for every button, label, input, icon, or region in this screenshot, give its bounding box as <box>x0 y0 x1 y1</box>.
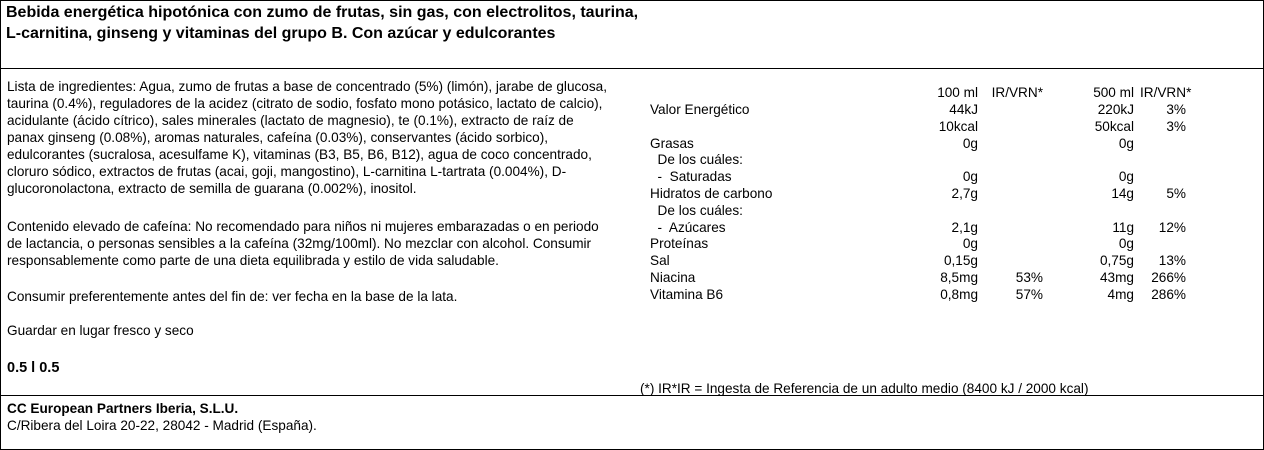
row-value-500ml: 0g <box>1118 136 1134 151</box>
row-value-500ml: 43mg <box>1099 270 1134 285</box>
row-label: - Azúcares <box>650 220 726 235</box>
row-label: Hidratos de carbono <box>650 186 773 201</box>
row-value-500ml: 0g <box>1118 169 1134 184</box>
row-label: Vitamina B6 <box>650 287 724 302</box>
caffeine-warning: Contenido elevado de cafeína: No recomendado para niños ni mujeres embarazadas o en periodo de lactancia, o personas sensibles a la cafeína (32mg/100ml). No mezclar con alcohol. Consumir responsablemente como parte de una dieta equilibrada y estilo de vida saludable. <box>7 219 599 268</box>
row-value-500ml: 4mg <box>1107 287 1134 302</box>
row-value-100ml: 2,1g <box>951 220 978 235</box>
row-value-100ml: 0,15g <box>943 253 978 268</box>
row-value-100ml: 10kcal <box>938 119 978 134</box>
row-ir-500ml: 5% <box>1166 186 1186 201</box>
row-value-100ml: 0g <box>962 136 978 151</box>
product-title: Bebida energética hipotónica con zumo de frutas, sin gas, con electrolitos, taurina, L-carnitina, ginseng y vitaminas del grupo B. Con azúcar y edulcorantes <box>6 4 639 42</box>
best-before-text: Consumir preferentemente antes del fin de: ver fecha en la base de la lata. <box>7 289 458 304</box>
volume-text: 0.5 l 0.5 <box>7 360 60 376</box>
storage-text: Guardar en lugar fresco y seco <box>7 323 194 338</box>
row-value-500ml: 0,75g <box>1099 253 1134 268</box>
row-value-500ml: 0g <box>1118 236 1134 251</box>
header-ir-100ml: IR/VRN* <box>991 85 1043 100</box>
row-value-500ml: 220kJ <box>1097 102 1134 117</box>
row-label: - Saturadas <box>650 169 732 184</box>
row-ir-500ml: 12% <box>1158 220 1186 235</box>
row-ir-500ml: 266% <box>1151 270 1186 285</box>
row-ir-500ml: 3% <box>1166 102 1186 117</box>
row-ir-100ml: 57% <box>1015 287 1043 302</box>
row-ir-500ml: 3% <box>1166 119 1186 134</box>
row-label: De los cuáles: <box>650 203 743 218</box>
row-label: Niacina <box>650 270 696 285</box>
company-name: CC European Partners Iberia, S.L.U. <box>7 401 239 416</box>
row-value-100ml: 0,8mg <box>940 287 978 302</box>
company-address: C/Ribera del Loira 20-22, 28042 - Madrid (España). <box>7 418 317 433</box>
header-ir-500ml: IR/VRN* <box>1140 85 1192 100</box>
reference-footnote: (*) IR*IR = Ingesta de Referencia de un adulto medio (8400 kJ / 2000 kcal) <box>640 381 1089 396</box>
header-100ml: 100 ml <box>937 85 978 100</box>
row-label: Proteínas <box>650 236 709 251</box>
row-label: De los cuáles: <box>650 152 743 167</box>
row-label: Valor Energético <box>650 102 750 117</box>
row-value-100ml: 0g <box>962 236 978 251</box>
ingredients-list: Lista de ingredientes: Agua, zumo de frutas a base de concentrado (5%) (limón), jarabe de glucosa, taurina (0.4%), reguladores de la acidez (citrato de sodio, fosfato mono potásico, lactato de calcio), acidulante (ácido cítrico), sales minerales (lactato de magnesio), te (0.1%), extracto de raíz de panax ginseng (0.08%), aromas naturales, cafeína (0.03%), conservantes (ácido sorbico), edulcorantes (sucralosa, acesulfame K), vitaminas (B3, B5, B6, B12), agua de coco concentrado, cloruro sódico, extractos de frutas (acai, goji, mangostino), L-carnitina L-tartrata (0.004%), D-glucoronolactona, extracto de semilla de guarana (0.002%), inositol. <box>7 79 607 196</box>
row-value-500ml: 14g <box>1111 186 1134 201</box>
header-500ml: 500 ml <box>1093 85 1134 100</box>
row-label: Grasas <box>650 136 694 151</box>
title-divider <box>0 68 1264 69</box>
row-value-100ml: 8,5mg <box>940 270 978 285</box>
row-value-100ml: 0g <box>962 169 978 184</box>
row-value-500ml: 11g <box>1112 220 1134 235</box>
row-value-100ml: 44kJ <box>949 102 978 117</box>
row-value-500ml: 50kcal <box>1094 119 1134 134</box>
row-ir-500ml: 13% <box>1158 253 1186 268</box>
row-value-100ml: 2,7g <box>951 186 978 201</box>
row-label: Sal <box>650 253 670 268</box>
row-ir-500ml: 286% <box>1151 287 1186 302</box>
row-ir-100ml: 53% <box>1015 270 1043 285</box>
